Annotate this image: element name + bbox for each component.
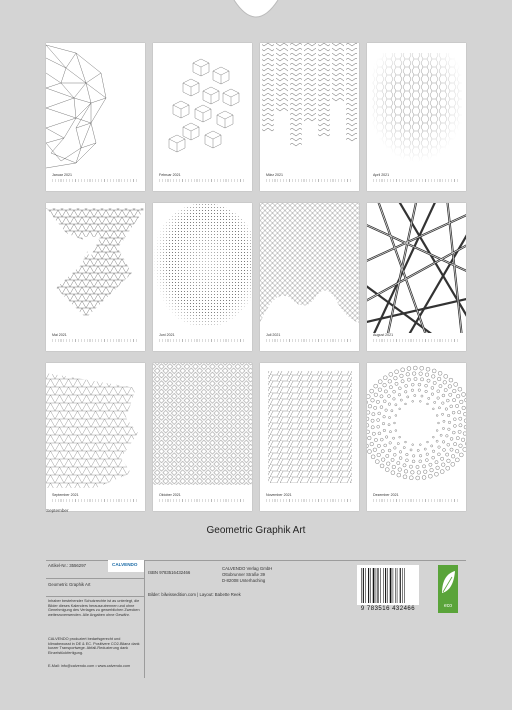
- barcode: [357, 565, 419, 605]
- cubes-art: [153, 43, 252, 173]
- eco-label: [438, 565, 458, 613]
- caption-text: September: [46, 508, 69, 513]
- calendar-title: Geometric Graphik Art: [206, 525, 306, 536]
- radial-circles-art: [367, 363, 466, 493]
- month-card-dezember: [367, 363, 466, 511]
- publisher-line-2: Ottobrunner Straße 39: [222, 572, 265, 577]
- month-card-mai: [46, 203, 145, 351]
- parallelogram-art: [260, 363, 359, 493]
- calendar-day-row: [159, 179, 246, 182]
- imprint-row-rule: [46, 578, 144, 579]
- crossing-rods-art: [367, 203, 466, 333]
- month-label: März 2021: [266, 173, 283, 177]
- product-name: Geometric Graphik Art: [48, 582, 91, 587]
- calendar-day-row: [159, 339, 246, 342]
- calendar-day-row: [52, 179, 139, 182]
- month-card-oktober: [153, 363, 252, 511]
- calendar-day-row: [373, 499, 460, 502]
- month-card-september: [46, 363, 145, 511]
- calendar-day-row: [266, 179, 353, 182]
- month-grid: [46, 43, 466, 503]
- barcode-digits: 9 783516 432466: [360, 606, 416, 612]
- month-card-april: [367, 43, 466, 191]
- leaf-icon: [438, 565, 458, 601]
- month-label: November 2021: [266, 493, 292, 497]
- chevron-columns-art: [260, 43, 359, 173]
- calendar-hanger-hook: [232, 0, 280, 22]
- production-notice: CALVENDO produziert bedarfsgerecht und klimabewusst in DE & EC. Positivere CO2-Bilanz dank kurzer Transportwege. Abfall-Reduzierung dank Einzelstückfertigung.: [48, 637, 140, 655]
- eco-label-text: eco: [443, 603, 453, 609]
- month-card-februar: [153, 43, 252, 191]
- month-label: Mai 2021: [52, 333, 67, 337]
- triangle-mesh-art: [46, 43, 145, 173]
- month-card-juni: [153, 203, 252, 351]
- calendar-day-row: [52, 339, 139, 342]
- legal-notice: Inhaber bestehender Schutzrechte ist as unterlegt, die Bilder dieses Kalenders herauszutrennen und ohne Genehmigung des Verlages zu gewerblichen Zwecken weiterzuverwenden. Alle Angaben ohne Gewähr.: [48, 599, 140, 617]
- triangle-ribbon-art: [46, 203, 145, 333]
- month-label: August 2021: [373, 333, 394, 337]
- month-card-juli: [260, 203, 359, 351]
- article-number: Artikel-Nr.: 3556297: [48, 563, 86, 568]
- hexagon-art: [367, 43, 466, 173]
- calvendo-logo-text: CALVENDO: [112, 562, 138, 567]
- month-label: Oktober 2021: [159, 493, 181, 497]
- month-card-november: [260, 363, 359, 511]
- calendar-day-row: [266, 339, 353, 342]
- triangle-field-art: [46, 363, 145, 493]
- isbn: ISBN 9783516432466: [148, 570, 191, 575]
- calendar-day-row: [266, 499, 353, 502]
- contact-email: E-Mail: info@calvendo.com • www.calvendo.com: [48, 664, 131, 668]
- diamond-wave-art: [260, 203, 359, 333]
- month-label: Dezember 2021: [373, 493, 399, 497]
- image-credits: Bilder: bilwissedition.com | Layout: Babette Reek: [148, 592, 241, 597]
- publisher-line-1: CALVENDO Verlag GmbH: [222, 566, 273, 571]
- calendar-day-row: [159, 499, 246, 502]
- month-label: Januar 2021: [52, 173, 72, 177]
- month-label: September 2021: [52, 493, 79, 497]
- imprint-row-rule: [46, 596, 144, 597]
- month-label: Juni 2021: [159, 333, 175, 337]
- calendar-day-row: [373, 179, 460, 182]
- square-lattice-art: [153, 363, 252, 493]
- publisher-line-3: D-82008 Unterhaching: [222, 578, 266, 583]
- imprint-divider: [144, 560, 145, 678]
- month-card-august: [367, 203, 466, 351]
- dotted-sphere-art: [153, 203, 252, 333]
- month-label: Februar 2021: [159, 173, 181, 177]
- month-card-maerz: [260, 43, 359, 191]
- month-label: April 2021: [373, 173, 390, 177]
- calendar-day-row: [373, 339, 460, 342]
- calvendo-logo: [108, 560, 144, 572]
- calendar-day-row: [52, 499, 139, 502]
- month-card-januar: [46, 43, 145, 191]
- month-label: Juli 2021: [266, 333, 281, 337]
